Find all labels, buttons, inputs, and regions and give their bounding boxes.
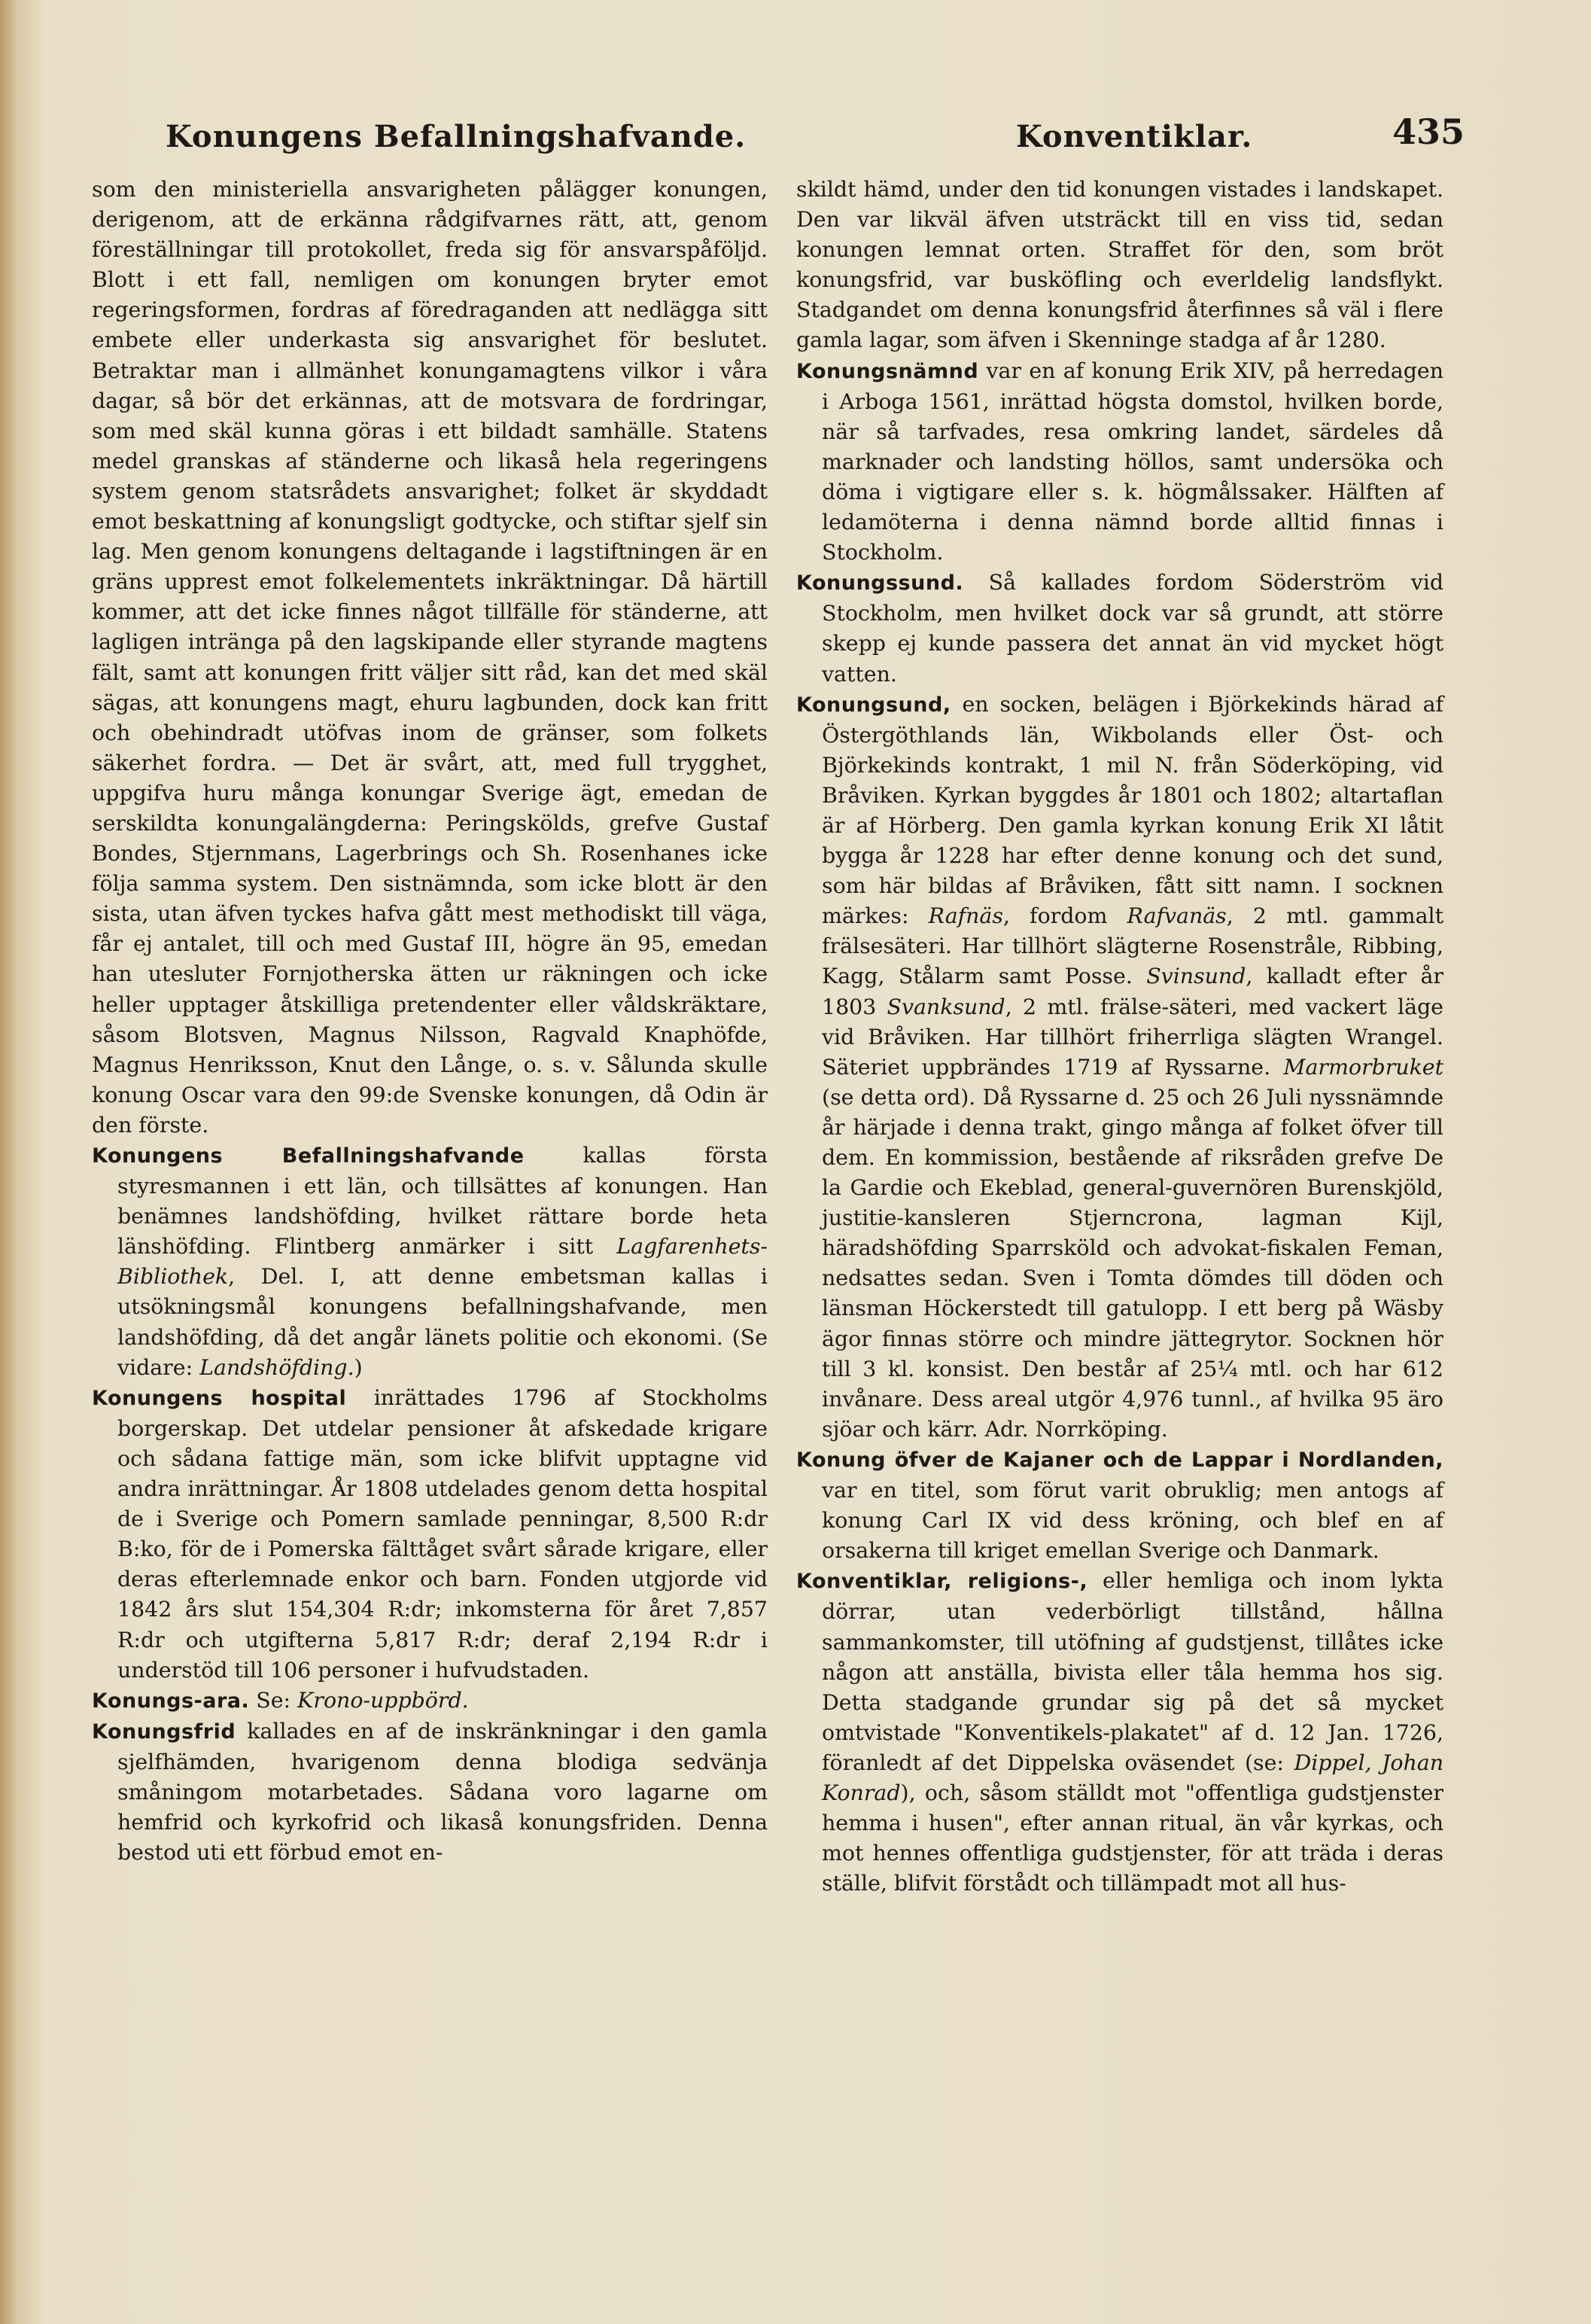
entry-reference: Lagfarenhets-Bibliothek: [117, 1234, 768, 1290]
page-number: 435: [1392, 111, 1465, 152]
entry-reference: Dippel, Johan Konrad: [822, 1750, 1444, 1805]
entry-text: Så kallades fordom Söderström vid Stockholm, men hvilket dock var så grundt, att större skepp ej kunde passera det annat än vid mycket högt vatten.: [822, 570, 1443, 687]
entry-text: Se:: [249, 1687, 298, 1713]
entry-headword: Konungs-ara.: [92, 1689, 250, 1713]
entry-konungsnamnd: [796, 356, 1443, 568]
entry-text: , kalladt efter år 1803: [822, 964, 1443, 1019]
entry-headword: Konungsnämnd: [796, 359, 979, 383]
entry-headword: Konungens Befallningshafvande: [92, 1144, 525, 1168]
entry-konungsund: [796, 690, 1443, 1445]
entry-konventiklar: [796, 1566, 1443, 1899]
entry-konungssund: [796, 568, 1443, 689]
entry-reference: Krono-uppbörd.: [297, 1687, 469, 1713]
entry-headword: Konventiklar, religions-,: [796, 1570, 1088, 1594]
entry-konung-ofver-kajaner: [796, 1445, 1443, 1566]
entry-headword: Konungssund.: [796, 571, 964, 595]
entry-konungens-befallningshafvande: [92, 1141, 768, 1383]
right-intro-paragraph: skildt hämd, under den tid konungen vistades i landskapet. Den var likväl äfven utsträckt till en viss tid, sedan konungen lemnat orten. Straffet för den, som bröt konungsfrid, var busköfling och everldelig landsflykt. Stadgandet om denna konungsfrid återfinnes så väl i flere gamla lagar, som äfven i Skenninge stadga af år 1280.: [796, 177, 1443, 353]
entry-text: , fordom: [1002, 903, 1127, 929]
left-column: [92, 175, 768, 1868]
entry-headword: Konungsfrid: [92, 1719, 236, 1744]
entry-text: , 2 mtl. gammalt frälsesäteri. Har tillhört slägterne Rosenstråle, Ribbing, Kagg, Stålarm samt Posse.: [822, 903, 1443, 989]
left-intro-paragraph: som den ministeriella ansvarigheten pålägger konungen, derigenom, att de erkänna rådgifvarnes rätt, att, genom föreställningar till protokollet, freda sig för ansvarspåföljd. Blott i ett fall, nemligen om konungen bryter emot regeringsformen, fordras af föredraganden att nedlägga sitt embete eller underkasta sig ansvarighet för beslutet. Betraktar man i allmänhet konungamagtens vilkor i våra dagar, så bör det erkännas, att de motsvara de fordringar, som med skäl kunna göras i ett bildadt samhälle. Statens medel granskas af ständerne och likaså hela regeringens system genom statsrådets ansvarighet; folket är skyddadt emot beskattning af konungsligt godtycke, och stiftar sjelf sin lag. Men genom konungens deltagande i lagstiftningen är en gräns upprest emot folkelementets inkräktningar. Då härtill kommer, att det icke finnes något tillfälle för ständerne, att lagligen intränga på den lagskipande eller styrande magtens fält, samt att konungen fritt väljer sitt råd, kan det med skäl sägas, att konungens magt, ehuru lagbunden, dock kan fritt och obehindradt utöfvas inom de gränser, som folkets säkerhet fordra. — Det är svårt, att, med full trygghet, uppgifva huru många konungar Sverige ägt, emedan de serskildta konungalängderna: Peringskölds, grefve Gustaf Bondes, Stjernmans, Lagerbrings och Sh. Rosenhanes icke följa samma system. Den sistnämnda, som icke blott är den sista, utan äfven tyckes hafva gått mest methodiskt till väga, får ej antalet, till och med Gustaf III, högre än 95, emedan han utesluter Fornjotherska ätten ur räkningen och icke heller upptager åtskilliga pretendenter eller våldskräktare, såsom Blotsven, Magnus Nilsson, Ragvald Knaphöfde, Magnus Henriksson, Knut den Långe, o. s. v. Sålunda skulle konung Oscar vara den 99:de Svenske konungen, då Odin är den förste.: [92, 177, 768, 1138]
entry-text: ): [354, 1354, 363, 1380]
entry-text: , Del. I, att denne embetsman kallas i utsökningsmål konungens befallningshafvande, men landshöfding, då det angår länets politie och ekonomi. (Se vidare:: [117, 1264, 768, 1380]
header-left-title: Konungens Befallningshafvande.: [166, 119, 747, 154]
entry-text: var en titel, som förut varit obruklig; men antogs af konung Carl IX vid dess kröning, och blef en af orsakerna till kriget emellan Sverige och Danmark.: [822, 1478, 1443, 1564]
entry-reference: Rafvanäs: [1127, 903, 1227, 929]
entry-text: , 2 mtl. frälse-säteri, med vackert läge vid Bråviken. Har tillhört friherrliga slägten Wrangel. Säteriet uppbrändes 1719 af Ryssarne.: [822, 994, 1443, 1080]
entry-headword: Konungens hospital: [92, 1386, 347, 1410]
entry-text: (se detta ord). Då Ryssarne d. 25 och 26 Juli nyssnämnde år härjade i denna trakt, gingo många af folket öfver till dem. En kommission, bestående af riksråden grefve De la Gardie och Ekeblad, general-guvernören Burenskjöld, justitie-kansleren Stjerncrona, lagman Kijl, häradshöfding Sparrsköld och advokat-fiskalen Feman, nedsattes sedan. Sven i Tomta dömdes till döden och länsman Höckerstedt till gatulopp. I ett berg på Wäsby ägor finnas större och mindre jättegrytor. Socknen hör till 3 kl. konsist. Den består af 25¼ mtl. och har 612 invånare. Dess areal utgör 4,976 tunnl., af hvilka 95 äro sjöar och kärr. Adr. Norrköping.: [822, 1084, 1443, 1442]
entry-text: en socken, belägen i Björkekinds härad af Östergöthlands län, Wikbolands eller Öst- och Björkekinds kontrakt, 1 mil N. från Söderköping, vid Bråviken. Kyrkan byggdes år 1801 och 1802; altartaflan är af Hörberg. Den gamla kyrkan konung Erik XI låtit bygga år 1228 har efter denne konung och det sund, som här bildas af Bråviken, fått sitt namn. I socknen märkes:: [822, 691, 1443, 929]
entry-text: kallas första styresmannen i ett län, och tillsättes af konungen. Han benämnes landshöfding, hvilket rättare borde heta länshöfding. Flintberg anmärker i sitt: [117, 1143, 768, 1259]
entry-reference: Rafnäs: [928, 903, 1003, 929]
entry-reference: Marmorbruket: [1283, 1054, 1443, 1080]
entry-text: inrättades 1796 af Stockholms borgerskap. Det utdelar pensioner åt afskedade krigare och sådana fattige män, som icke blifvit upptagne vid andra inrättningar. År 1808 utdelades genom detta hospital de i Sverige och Pomern samlade penningar, 8,500 R:dr B:ko, för de i Pomerska fälttåget svårt sårade krigare, eller deras efterlemnade enkor och barn. Fonden utgjorde vid 1842 års slut 154,304 R:dr; inkomsterna för året 7,857 R:dr och utgifterna 5,817 R:dr; deraf 2,194 R:dr i understöd till 106 personer i hufvudstaden.: [117, 1384, 768, 1683]
running-header: [89, 111, 1465, 157]
entry-text: eller hemliga och inom lykta dörrar, utan vederbörligt tillstånd, hållna sammankomster, till utöfning af gudstjenst, tillåtes icke någon att anställa, bivista eller tåla hemma hos sig. Detta stadgande grundar sig på det så mycket omtvistade "Konventikels-plakatet" af d. 12 Jan. 1726, föranledt af det Dippelska oväsendet (se:: [822, 1568, 1443, 1775]
entry-headword: Konung öfver de Kajaner och de Lappar i Nordlanden,: [796, 1448, 1443, 1472]
right-column: [796, 175, 1443, 1899]
entry-konungsfrid: [92, 1716, 768, 1868]
header-center-title: Konventiklar.: [1016, 119, 1253, 154]
entry-text: ), och, såsom ställdt mot "offentliga gudstjenster hemma i husen", efter annan ritual, än vår kyrkas, och mot hennes offentliga gudstjenster, för att träda i deras ställe, blifvit förstådt och tillämpadt mot all hus-: [822, 1780, 1443, 1896]
entry-konungens-hospital: [92, 1383, 768, 1686]
entry-konungs-ara: [92, 1686, 768, 1716]
entry-headword: Konungsund,: [796, 693, 951, 717]
entry-reference: Landshöfding.: [199, 1354, 354, 1380]
entry-text: kallades en af de inskränkningar i den gamla sjelfhämden, hvarigenom denna blodiga sedvänja småningom motarbetades. Sådana voro lagarne om hemfrid och kyrkofrid och likaså konungsfriden. Denna bestod uti ett förbud emot en-: [117, 1718, 768, 1866]
entry-text: var en af konung Erik XIV, på herredagen i Arboga 1561, inrättad högsta domstol, hvilken borde, när så tarfvades, resa omkring landet, särdeles då marknader och landsting höllos, samt undersöka och döma i vigtigare eller s. k. högmålssaker. Hälften af ledamöterna i denna nämnd borde alltid finnas i Stockholm.: [822, 358, 1443, 565]
entry-reference: Svanksund: [887, 994, 1005, 1019]
entry-reference: Svinsund: [1146, 964, 1246, 989]
